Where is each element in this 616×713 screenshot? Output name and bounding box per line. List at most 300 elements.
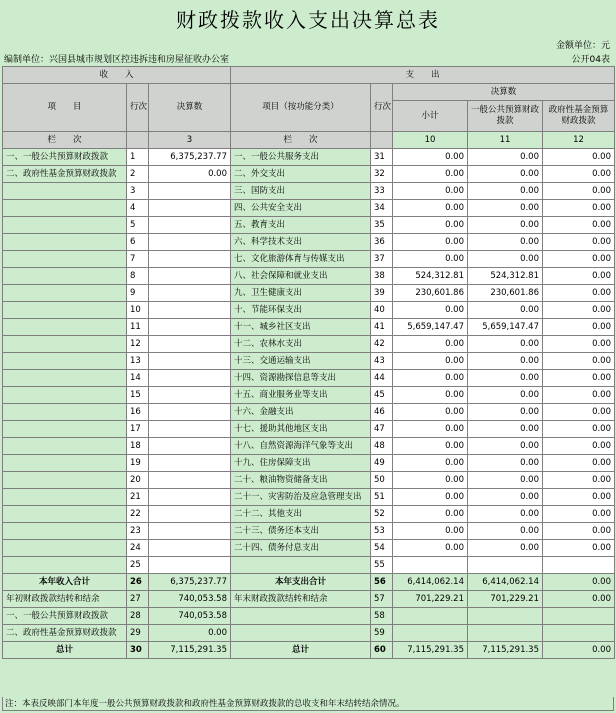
table-row [3,302,615,319]
table-row [3,370,615,387]
expense-general: 0.00 [468,421,543,438]
income-seq: 18 [127,438,149,455]
income-amount [149,455,231,472]
expense-item: 十七、援助其他地区支出 [231,421,371,438]
lan-label-2: 栏 次 [231,132,371,149]
income-item: 二、政府性基金预算财政拨款 [3,166,127,183]
table-row [3,234,615,251]
expense-item: 十三、交通运输支出 [231,353,371,370]
income-seq: 5 [127,217,149,234]
expense-item: 二十、粮油物资储备支出 [231,472,371,489]
lan-label: 栏 次 [3,132,127,149]
summary-income-seq: 29 [127,625,149,642]
summary-expense-subtotal: 701,229.21 [393,591,468,608]
income-item [3,268,127,285]
expense-general: 0.00 [468,234,543,251]
summary-income-item: 二、政府性基金预算财政拨款 [3,625,127,642]
income-item [3,472,127,489]
expense-general: 0.00 [468,251,543,268]
income-amount [149,438,231,455]
expense-gov-fund: 0.00 [543,268,615,285]
summary-expense-gov-fund: 0.00 [543,642,615,659]
table-row [3,353,615,370]
income-item: 一、一般公共预算财政拨款 [3,149,127,166]
income-amount [149,370,231,387]
table-row [3,336,615,353]
expense-subtotal: 0.00 [393,234,468,251]
income-amount [149,336,231,353]
summary-expense-general: 7,115,291.35 [468,642,543,659]
form-number: 公开04表 [571,55,610,65]
expense-item: 十五、商业服务业等支出 [231,387,371,404]
expense-seq: 39 [371,285,393,302]
income-seq: 25 [127,557,149,574]
expense-general: 0.00 [468,217,543,234]
expense-gov-fund: 0.00 [543,421,615,438]
income-seq: 9 [127,285,149,302]
income-item [3,302,127,319]
expense-seq: 51 [371,489,393,506]
expense-seq: 44 [371,370,393,387]
expense-item: 八、社会保障和就业支出 [231,268,371,285]
expense-subtotal: 0.00 [393,438,468,455]
income-seq: 8 [127,268,149,285]
income-item [3,217,127,234]
expense-gov-fund: 0.00 [543,472,615,489]
expense-item: 五、教育支出 [231,217,371,234]
summary-expense-seq: 58 [371,608,393,625]
income-seq: 7 [127,251,149,268]
income-seq: 22 [127,506,149,523]
summary-income-seq: 30 [127,642,149,659]
expense-subtotal: 524,312.81 [393,268,468,285]
income-item [3,285,127,302]
expense-gov-fund: 0.00 [543,370,615,387]
general-header: 一般公共预算财政拨款 [468,101,543,132]
expense-gov-fund: 0.00 [543,540,615,557]
table-row [3,319,615,336]
expense-subtotal: 0.00 [393,353,468,370]
income-amount [149,319,231,336]
expense-general: 0.00 [468,183,543,200]
summary-income-seq: 27 [127,591,149,608]
table-row [3,523,615,540]
expense-gov-fund: 0.00 [543,166,615,183]
income-item [3,404,127,421]
expense-seq: 32 [371,166,393,183]
summary-income-seq: 26 [127,574,149,591]
income-seq: 17 [127,421,149,438]
expense-subtotal: 0.00 [393,455,468,472]
expense-gov-fund: 0.00 [543,489,615,506]
expense-gov-fund: 0.00 [543,506,615,523]
expense-subtotal: 0.00 [393,523,468,540]
summary-expense-subtotal: 7,115,291.35 [393,642,468,659]
income-item [3,200,127,217]
expense-general: 0.00 [468,200,543,217]
expense-general: 0.00 [468,523,543,540]
expense-gov-fund: 0.00 [543,234,615,251]
table-row [3,540,615,557]
expense-seq: 34 [371,200,393,217]
income-item [3,489,127,506]
summary-income-item: 一、一般公共预算财政拨款 [3,608,127,625]
expense-subtotal: 0.00 [393,387,468,404]
expense-gov-fund: 0.00 [543,251,615,268]
expense-seq: 47 [371,421,393,438]
income-item [3,506,127,523]
income-seq: 2 [127,166,149,183]
income-amount [149,421,231,438]
income-item [3,523,127,540]
income-amount [149,234,231,251]
income-item [3,557,127,574]
expense-item: 一、一般公共服务支出 [231,149,371,166]
expense-general: 0.00 [468,302,543,319]
summary-expense-general [468,625,543,642]
expense-seq: 33 [371,183,393,200]
item-func-header: 项目（按功能分类） [231,84,371,132]
income-seq: 14 [127,370,149,387]
income-seq: 19 [127,455,149,472]
table-row [3,455,615,472]
income-seq: 21 [127,489,149,506]
lan-blank [127,132,149,149]
income-amount [149,200,231,217]
summary-expense-gov-fund [543,608,615,625]
income-amount [149,217,231,234]
summary-expense-subtotal [393,625,468,642]
expense-general: 0.00 [468,489,543,506]
income-amount [149,387,231,404]
expense-gov-fund: 0.00 [543,353,615,370]
expense-seq: 31 [371,149,393,166]
summary-expense-seq: 60 [371,642,393,659]
header-row-1 [3,67,615,84]
summary-expense-gov-fund [543,625,615,642]
expense-item: 二、外交支出 [231,166,371,183]
table-row [3,421,615,438]
summary-income-amount: 740,053.58 [149,591,231,608]
expense-gov-fund: 0.00 [543,404,615,421]
income-seq: 4 [127,200,149,217]
income-item [3,234,127,251]
footnote: 注：本表反映部门本年度一般公共预算财政拨款和政府性基金预算财政拨款的总收支和年末结转结余情况。 [2,697,614,711]
expense-gov-fund: 0.00 [543,149,615,166]
income-item [3,336,127,353]
summary-income-item: 总计 [3,642,127,659]
expense-gov-fund: 0.00 [543,200,615,217]
summary-row [3,608,615,625]
summary-expense-subtotal [393,608,468,625]
table-row [3,251,615,268]
income-item [3,183,127,200]
summary-income-item: 年初财政拨款结转和结余 [3,591,127,608]
summary-expense-general: 6,414,062.14 [468,574,543,591]
summary-income-amount: 7,115,291.35 [149,642,231,659]
income-item [3,421,127,438]
table-row [3,200,615,217]
income-amount [149,268,231,285]
summary-body [3,574,615,659]
lan-col3: 3 [149,132,231,149]
income-seq: 12 [127,336,149,353]
summary-income-seq: 28 [127,608,149,625]
gov-fund-header: 政府性基金预算财政拨款 [543,101,615,132]
expense-general: 0.00 [468,149,543,166]
summary-expense-item: 年末财政拨款结转和结余 [231,591,371,608]
summary-expense-gov-fund: 0.00 [543,591,615,608]
expense-gov-fund: 0.00 [543,455,615,472]
income-seq: 6 [127,234,149,251]
income-amount: 6,375,237.77 [149,149,231,166]
expense-seq: 54 [371,540,393,557]
expense-seq: 41 [371,319,393,336]
expense-seq: 37 [371,251,393,268]
expense-seq: 43 [371,353,393,370]
income-item [3,438,127,455]
expense-seq: 46 [371,404,393,421]
income-item [3,370,127,387]
org-label: 编制单位：兴国县城市规划区控违拆违和房屋征收办公室 [4,55,230,65]
summary-expense-gov-fund: 0.00 [543,574,615,591]
income-amount [149,302,231,319]
expense-general [468,557,543,574]
expense-subtotal: 0.00 [393,302,468,319]
expense-subtotal: 230,601.86 [393,285,468,302]
summary-expense-item: 总计 [231,642,371,659]
expense-subtotal: 0.00 [393,506,468,523]
table-row [3,404,615,421]
expense-subtotal: 0.00 [393,472,468,489]
expense-general: 0.00 [468,472,543,489]
summary-expense-general [468,608,543,625]
expense-item: 十九、住房保障支出 [231,455,371,472]
summary-income-item: 本年收入合计 [3,574,127,591]
income-item [3,353,127,370]
table-row [3,557,615,574]
table-row [3,268,615,285]
expense-gov-fund: 0.00 [543,302,615,319]
expense-gov-fund: 0.00 [543,217,615,234]
income-seq: 1 [127,149,149,166]
income-amount [149,540,231,557]
expense-subtotal: 0.00 [393,149,468,166]
lan-blank-2 [371,132,393,149]
expense-general: 0.00 [468,166,543,183]
income-seq: 16 [127,404,149,421]
expense-item: 七、文化旅游体育与传媒支出 [231,251,371,268]
table-row [3,166,615,183]
income-seq: 23 [127,523,149,540]
expense-seq: 55 [371,557,393,574]
expense-seq: 35 [371,217,393,234]
expense-general: 0.00 [468,353,543,370]
table-row [3,387,615,404]
income-item [3,319,127,336]
expense-item: 二十三、债务还本支出 [231,523,371,540]
income-header: 收 入 [3,67,231,84]
income-amount [149,285,231,302]
income-item [3,540,127,557]
budget-table [2,66,615,659]
income-seq: 15 [127,387,149,404]
expense-item: 四、公共安全支出 [231,200,371,217]
income-amount [149,557,231,574]
expense-subtotal: 0.00 [393,217,468,234]
seq-header: 行次 [127,84,149,132]
income-seq: 20 [127,472,149,489]
expense-general: 230,601.86 [468,285,543,302]
expense-subtotal: 5,659,147.47 [393,319,468,336]
amount2-header: 决算数 [393,84,615,101]
expense-item: 十四、资源勘探信息等支出 [231,370,371,387]
income-seq: 10 [127,302,149,319]
expense-subtotal: 0.00 [393,200,468,217]
expense-subtotal: 0.00 [393,183,468,200]
unit-label: 金额单位：元 [555,41,610,51]
income-amount [149,472,231,489]
expense-general: 0.00 [468,370,543,387]
expense-general: 0.00 [468,506,543,523]
seq2-header: 行次 [371,84,393,132]
header-row-2 [3,84,615,101]
summary-expense-seq: 56 [371,574,393,591]
subtotal-header: 小计 [393,101,468,132]
expense-seq: 53 [371,523,393,540]
summary-income-amount: 6,375,237.77 [149,574,231,591]
summary-income-amount: 740,053.58 [149,608,231,625]
expense-seq: 50 [371,472,393,489]
summary-expense-general: 701,229.21 [468,591,543,608]
expense-general: 0.00 [468,540,543,557]
expense-gov-fund: 0.00 [543,438,615,455]
summary-income-amount: 0.00 [149,625,231,642]
expense-gov-fund: 0.00 [543,285,615,302]
item-header: 项 目 [3,84,127,132]
expense-item: 二十四、债务付息支出 [231,540,371,557]
expense-gov-fund: 0.00 [543,336,615,353]
expense-seq: 40 [371,302,393,319]
column-index-row [3,132,615,149]
expense-seq: 48 [371,438,393,455]
income-item [3,251,127,268]
expense-gov-fund: 0.00 [543,387,615,404]
income-amount [149,506,231,523]
expense-general: 0.00 [468,336,543,353]
expense-item [231,557,371,574]
summary-expense-item [231,608,371,625]
summary-row [3,642,615,659]
summary-row [3,591,615,608]
lan-col10: 10 [393,132,468,149]
expense-seq: 52 [371,506,393,523]
expense-gov-fund [543,557,615,574]
expense-general: 0.00 [468,455,543,472]
amount-header: 决算数 [149,84,231,132]
expense-general: 0.00 [468,438,543,455]
expense-subtotal [393,557,468,574]
income-amount [149,183,231,200]
table-row [3,183,615,200]
expense-seq: 45 [371,387,393,404]
summary-expense-item: 本年支出合计 [231,574,371,591]
income-item [3,455,127,472]
expense-gov-fund: 0.00 [543,183,615,200]
expense-item: 二十一、灾害防治及应急管理支出 [231,489,371,506]
summary-expense-seq: 59 [371,625,393,642]
expense-gov-fund: 0.00 [543,523,615,540]
lan-col12: 12 [543,132,615,149]
summary-row [3,625,615,642]
expense-item: 九、卫生健康支出 [231,285,371,302]
expense-subtotal: 0.00 [393,166,468,183]
table-body [3,149,615,574]
expense-subtotal: 0.00 [393,540,468,557]
expense-item: 十六、金融支出 [231,404,371,421]
summary-expense-seq: 57 [371,591,393,608]
expense-item: 十、节能环保支出 [231,302,371,319]
expense-general: 5,659,147.47 [468,319,543,336]
expense-item: 二十二、其他支出 [231,506,371,523]
table-row [3,472,615,489]
summary-row [3,574,615,591]
income-amount [149,251,231,268]
summary-expense-subtotal: 6,414,062.14 [393,574,468,591]
expense-subtotal: 0.00 [393,421,468,438]
expense-general: 524,312.81 [468,268,543,285]
income-amount [149,404,231,421]
expense-item: 三、国防支出 [231,183,371,200]
income-amount [149,489,231,506]
income-seq: 11 [127,319,149,336]
table-row [3,149,615,166]
expense-item: 十二、农林水支出 [231,336,371,353]
expense-seq: 38 [371,268,393,285]
table-row [3,217,615,234]
income-amount [149,353,231,370]
lan-col11: 11 [468,132,543,149]
income-seq: 13 [127,353,149,370]
expense-header: 支 出 [231,67,615,84]
expense-subtotal: 0.00 [393,404,468,421]
income-seq: 24 [127,540,149,557]
expense-subtotal: 0.00 [393,251,468,268]
table-row [3,438,615,455]
expense-general: 0.00 [468,404,543,421]
expense-general: 0.00 [468,387,543,404]
income-item [3,387,127,404]
expense-subtotal: 0.00 [393,336,468,353]
expense-subtotal: 0.00 [393,370,468,387]
expense-gov-fund: 0.00 [543,319,615,336]
expense-item: 十一、城乡社区支出 [231,319,371,336]
income-seq: 3 [127,183,149,200]
income-amount [149,523,231,540]
summary-expense-item [231,625,371,642]
expense-seq: 42 [371,336,393,353]
table-row [3,489,615,506]
expense-seq: 36 [371,234,393,251]
page-title: 财政拨款收入支出决算总表 [176,8,440,32]
table-row [3,285,615,302]
expense-seq: 49 [371,455,393,472]
income-amount: 0.00 [149,166,231,183]
expense-subtotal: 0.00 [393,489,468,506]
expense-item: 十八、自然资源海洋气象等支出 [231,438,371,455]
table-row [3,506,615,523]
expense-item: 六、科学技术支出 [231,234,371,251]
